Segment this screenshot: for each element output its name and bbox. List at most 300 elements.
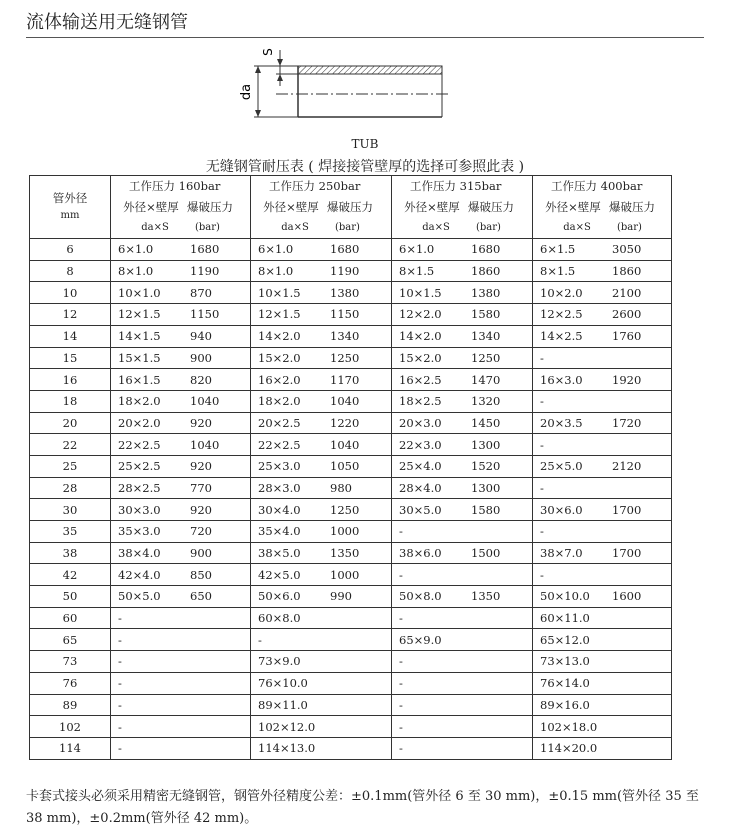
table-row [30, 651, 672, 673]
table-row [30, 239, 672, 261]
table-row [30, 412, 672, 434]
outer-diameter-cell: 35 [30, 521, 111, 543]
burst-pressure-value: 1250 [330, 502, 360, 517]
burst-pressure-value: 1320 [471, 394, 501, 409]
pressure-group-cell [111, 434, 251, 456]
pressure-group-cell [533, 716, 672, 738]
outer-diameter-cell: 28 [30, 477, 111, 499]
pressure-group-cell [251, 239, 392, 261]
pressure-group-cell [392, 672, 533, 694]
outer-diameter-cell: 15 [30, 347, 111, 369]
pressure-group-cell [533, 282, 672, 304]
burst-pressure-value: 1300 [471, 437, 501, 452]
pressure-group-cell [533, 672, 672, 694]
dimension-value: 16×2.5 [399, 372, 442, 387]
dimension-value: 65×9.0 [399, 632, 442, 647]
burst-pressure-value: 1190 [190, 264, 220, 279]
dimension-value: 50×5.0 [118, 589, 161, 604]
pressure-group-cell [392, 737, 533, 759]
dimension-value: 60×11.0 [540, 611, 590, 626]
burst-pressure-value: 1040 [330, 437, 360, 452]
pressure-group-cell [392, 564, 533, 586]
dimension-value: 10×1.0 [118, 285, 161, 300]
outer-diameter-cell: 65 [30, 629, 111, 651]
dimension-value: 15×2.0 [258, 350, 301, 365]
table-row [30, 607, 672, 629]
table-row [30, 390, 672, 412]
pressure-group-cell [533, 694, 672, 716]
pressure-group-cell [392, 521, 533, 543]
pressure-group-cell [251, 304, 392, 326]
dimension-value: 102×12.0 [258, 719, 316, 734]
burst-pressure-value: 870 [190, 285, 212, 300]
pressure-group-cell [111, 325, 251, 347]
pressure-group-cell [251, 607, 392, 629]
pressure-group-cell [111, 694, 251, 716]
pressure-group-cell [533, 651, 672, 673]
col-dimension-sub: da×S [141, 222, 169, 234]
dimension-value: - [118, 741, 122, 756]
dimension-value: 30×3.0 [118, 502, 161, 517]
outer-diameter-cell: 6 [30, 239, 111, 261]
pressure-group-cell [392, 282, 533, 304]
pressure-group-cell [111, 260, 251, 282]
pressure-group-cell [251, 369, 392, 391]
dimension-value: 28×2.5 [118, 480, 161, 495]
outer-diameter-cell: 10 [30, 282, 111, 304]
dimension-value: 12×1.5 [258, 307, 301, 322]
dimension-value: 8×1.5 [540, 264, 576, 279]
burst-pressure-value: 3050 [612, 242, 642, 257]
table-row [30, 477, 672, 499]
pressure-table [29, 175, 672, 760]
dimension-value: 22×2.5 [118, 437, 161, 452]
burst-pressure-value: 1680 [330, 242, 360, 257]
outer-diameter-cell: 60 [30, 607, 111, 629]
dimension-value: - [540, 437, 544, 452]
table-row [30, 260, 672, 282]
dimension-value: - [258, 632, 262, 647]
pressure-group-cell [533, 260, 672, 282]
col-dimension-label: 外径×壁厚 [545, 200, 601, 215]
pressure-group-cell [392, 455, 533, 477]
pressure-group-cell [533, 477, 672, 499]
burst-pressure-value: 1580 [471, 502, 501, 517]
dimension-value: 22×3.0 [399, 437, 442, 452]
pressure-group-cell [533, 434, 672, 456]
pressure-group-cell [251, 716, 392, 738]
page-title: 流体输送用无缝钢管 [26, 12, 188, 33]
burst-pressure-value: 1760 [612, 329, 642, 344]
dimension-value: 8×1.0 [258, 264, 294, 279]
dimension-value: 28×3.0 [258, 480, 301, 495]
wall-thickness-label: S [261, 48, 275, 56]
dimension-value: 10×1.5 [258, 285, 301, 300]
col-dimension-label: 外径×壁厚 [404, 200, 460, 215]
precision-note: 卡套式接头必须采用精密无缝钢管，钢管外径精度公差：±0.1mm(管外径 6 至 30 mm)，±0.15 mm(管外径 35 至 38 mm)，±0.2mm(管外径 42 mm)。 [26, 789, 699, 826]
burst-pressure-value: 2600 [612, 307, 642, 322]
outer-diameter-cell: 76 [30, 672, 111, 694]
dimension-value: 15×1.5 [118, 350, 161, 365]
dimension-value: 38×4.0 [118, 546, 161, 561]
burst-pressure-value: 1680 [471, 242, 501, 257]
col-dimension-sub: da×S [281, 222, 309, 234]
pressure-group-header [392, 176, 533, 239]
col-burst-label: 爆破压力 [187, 200, 233, 215]
dimension-value: 30×6.0 [540, 502, 583, 517]
burst-pressure-value: 920 [190, 415, 212, 430]
burst-pressure-value: 720 [190, 524, 212, 539]
pressure-group-cell [251, 694, 392, 716]
outer-diameter-cell: 42 [30, 564, 111, 586]
dimension-value: 42×4.0 [118, 567, 161, 582]
pressure-group-cell [392, 347, 533, 369]
pressure-group-header [111, 176, 251, 239]
pressure-group-cell [111, 542, 251, 564]
dimension-value: - [118, 654, 122, 669]
dimension-value: 30×4.0 [258, 502, 301, 517]
dimension-value: 15×2.0 [399, 350, 442, 365]
dimension-value: 16×3.0 [540, 372, 583, 387]
pressure-group-cell [111, 390, 251, 412]
pressure-group-cell [533, 347, 672, 369]
burst-pressure-value: 1150 [190, 307, 220, 322]
pressure-group-cell [111, 369, 251, 391]
dimension-value: 16×2.0 [258, 372, 301, 387]
pressure-group-cell [392, 542, 533, 564]
outer-diameter-cell: 50 [30, 586, 111, 608]
burst-pressure-value: 1450 [471, 415, 501, 430]
dimension-value: 20×2.0 [118, 415, 161, 430]
burst-pressure-value: 820 [190, 372, 212, 387]
dimension-value: 6×1.0 [399, 242, 435, 257]
title-divider [26, 37, 704, 38]
table-row [30, 325, 672, 347]
table-row [30, 586, 672, 608]
burst-pressure-value: 1170 [330, 372, 360, 387]
working-pressure-label: 工作压力 250bar [269, 179, 361, 194]
dimension-value: - [118, 697, 122, 712]
burst-pressure-value: 850 [190, 567, 212, 582]
burst-pressure-value: 2120 [612, 459, 642, 474]
dimension-value: - [399, 567, 403, 582]
table-row [30, 629, 672, 651]
dimension-value: 38×5.0 [258, 546, 301, 561]
pressure-group-cell [111, 607, 251, 629]
burst-pressure-value: 1680 [190, 242, 220, 257]
burst-pressure-value: 650 [190, 589, 212, 604]
dimension-value: 73×9.0 [258, 654, 301, 669]
col-burst-label: 爆破压力 [609, 200, 655, 215]
outer-diameter-cell: 25 [30, 455, 111, 477]
burst-pressure-value: 1920 [612, 372, 642, 387]
col-dimension-sub: da×S [563, 222, 591, 234]
size-header [30, 176, 111, 239]
dimension-value: - [399, 654, 403, 669]
dimension-value: 6×1.0 [258, 242, 294, 257]
pressure-group-cell [251, 651, 392, 673]
outer-diameter-cell: 8 [30, 260, 111, 282]
outer-diameter-cell: 38 [30, 542, 111, 564]
table-row [30, 737, 672, 759]
burst-pressure-value: 1220 [330, 415, 360, 430]
burst-pressure-value: 1000 [330, 524, 360, 539]
pressure-group-cell [111, 304, 251, 326]
pressure-group-cell [533, 390, 672, 412]
pressure-group-cell [533, 455, 672, 477]
dimension-value: 12×2.5 [540, 307, 583, 322]
dimension-value: - [399, 697, 403, 712]
burst-pressure-value: 1190 [330, 264, 360, 279]
pressure-group-cell [392, 607, 533, 629]
dimension-value: 50×8.0 [399, 589, 442, 604]
pressure-group-cell [392, 629, 533, 651]
dimension-value: 20×3.0 [399, 415, 442, 430]
dimension-value: 35×4.0 [258, 524, 301, 539]
burst-pressure-value: 1700 [612, 502, 642, 517]
table-row [30, 564, 672, 586]
dimension-value: 73×13.0 [540, 654, 590, 669]
outer-diameter-cell: 16 [30, 369, 111, 391]
outer-diameter-cell: 89 [30, 694, 111, 716]
dimension-value: 12×1.5 [118, 307, 161, 322]
dimension-value: - [399, 741, 403, 756]
burst-pressure-value: 920 [190, 459, 212, 474]
pressure-group-cell [392, 325, 533, 347]
burst-pressure-value: 1050 [330, 459, 360, 474]
col-burst-label: 爆破压力 [327, 200, 373, 215]
burst-pressure-value: 980 [330, 480, 352, 495]
burst-pressure-value: 1040 [190, 394, 220, 409]
pressure-group-cell [111, 586, 251, 608]
pressure-group-cell [533, 564, 672, 586]
burst-pressure-value: 1380 [471, 285, 501, 300]
pressure-group-cell [111, 716, 251, 738]
pressure-group-cell [533, 586, 672, 608]
burst-pressure-value: 1720 [612, 415, 642, 430]
pressure-group-cell [392, 369, 533, 391]
pressure-group-cell [392, 477, 533, 499]
dimension-value: 14×2.0 [399, 329, 442, 344]
pressure-group-cell [111, 412, 251, 434]
dimension-value: 22×2.5 [258, 437, 301, 452]
dimension-value: 76×14.0 [540, 676, 590, 691]
dimension-value: 50×6.0 [258, 589, 301, 604]
table-row [30, 499, 672, 521]
burst-pressure-value: 940 [190, 329, 212, 344]
burst-pressure-value: 990 [330, 589, 352, 604]
burst-pressure-value: 1040 [190, 437, 220, 452]
dimension-value: 18×2.0 [118, 394, 161, 409]
pressure-group-cell [251, 347, 392, 369]
pressure-group-cell [111, 651, 251, 673]
burst-pressure-value: 920 [190, 502, 212, 517]
dimension-value: 42×5.0 [258, 567, 301, 582]
burst-pressure-value: 1150 [330, 307, 360, 322]
pressure-group-cell [392, 499, 533, 521]
pressure-group-cell [251, 586, 392, 608]
burst-pressure-value: 900 [190, 350, 212, 365]
dimension-value: 18×2.0 [258, 394, 301, 409]
dimension-value: 10×1.5 [399, 285, 442, 300]
pressure-group-cell [251, 737, 392, 759]
dimension-value: 18×2.5 [399, 394, 442, 409]
pressure-group-cell [111, 455, 251, 477]
outer-diameter-cell: 12 [30, 304, 111, 326]
dimension-value: 30×5.0 [399, 502, 442, 517]
working-pressure-label: 工作压力 315bar [410, 179, 502, 194]
dimension-value: 25×4.0 [399, 459, 442, 474]
pressure-group-cell [392, 694, 533, 716]
table-title: 无缝钢管耐压表 ( 焊接接管壁厚的选择可参照此表 ) [205, 159, 525, 175]
table-row [30, 434, 672, 456]
dimension-value: 14×2.0 [258, 329, 301, 344]
burst-pressure-value: 1350 [330, 546, 360, 561]
pressure-group-cell [392, 586, 533, 608]
outer-diameter-cell: 18 [30, 390, 111, 412]
outer-diameter-cell: 22 [30, 434, 111, 456]
burst-pressure-value: 900 [190, 546, 212, 561]
pressure-group-header [533, 176, 672, 239]
pressure-group-cell [533, 521, 672, 543]
pressure-group-cell [111, 239, 251, 261]
burst-pressure-value: 2100 [612, 285, 642, 300]
pressure-group-cell [111, 282, 251, 304]
dimension-value: 38×7.0 [540, 546, 583, 561]
pressure-group-cell [392, 304, 533, 326]
pressure-group-cell [111, 347, 251, 369]
pressure-group-cell [111, 521, 251, 543]
dimension-value: - [399, 676, 403, 691]
outer-diameter-cell: 20 [30, 412, 111, 434]
pressure-group-cell [251, 455, 392, 477]
dimension-value: 10×2.0 [540, 285, 583, 300]
pressure-group-cell [533, 629, 672, 651]
pressure-group-cell [251, 521, 392, 543]
burst-pressure-value: 1700 [612, 546, 642, 561]
burst-pressure-value: 1580 [471, 307, 501, 322]
pressure-group-cell [251, 672, 392, 694]
dimension-value: - [399, 611, 403, 626]
size-header-name: 管外径 [52, 191, 88, 206]
outer-diameter-label: da [239, 83, 254, 101]
pressure-group-cell [533, 239, 672, 261]
dimension-value: 25×3.0 [258, 459, 301, 474]
burst-pressure-value: 1860 [471, 264, 501, 279]
dimension-value: 14×1.5 [118, 329, 161, 344]
col-burst-unit: (bar) [335, 222, 360, 234]
pressure-group-cell [251, 477, 392, 499]
dimension-value: - [399, 524, 403, 539]
dimension-value: - [118, 676, 122, 691]
dimension-value: 102×18.0 [540, 719, 598, 734]
dimension-value: 114×20.0 [540, 741, 598, 756]
pressure-group-cell [251, 499, 392, 521]
pressure-group-cell [392, 716, 533, 738]
burst-pressure-value: 770 [190, 480, 212, 495]
table-row [30, 282, 672, 304]
pressure-group-cell [251, 412, 392, 434]
pressure-group-cell [392, 434, 533, 456]
pressure-group-cell [111, 629, 251, 651]
dimension-value: 28×4.0 [399, 480, 442, 495]
pressure-group-cell [111, 564, 251, 586]
pressure-group-cell [251, 325, 392, 347]
outer-diameter-cell: 30 [30, 499, 111, 521]
tube-cross-section-diagram [236, 40, 466, 132]
pressure-group-cell [533, 542, 672, 564]
outer-diameter-cell: 114 [30, 737, 111, 759]
dimension-value: 14×2.5 [540, 329, 583, 344]
col-burst-unit: (bar) [195, 222, 220, 234]
table-row [30, 694, 672, 716]
pressure-group-cell [251, 564, 392, 586]
dimension-value: - [118, 611, 122, 626]
dimension-value: 76×10.0 [258, 676, 308, 691]
pressure-group-cell [533, 499, 672, 521]
table-body [30, 239, 672, 760]
dimension-value: 114×13.0 [258, 741, 316, 756]
dimension-value: 60×8.0 [258, 611, 301, 626]
burst-pressure-value: 1040 [330, 394, 360, 409]
dimension-value: 20×2.5 [258, 415, 301, 430]
dimension-value: - [540, 567, 544, 582]
burst-pressure-value: 1000 [330, 567, 360, 582]
pressure-group-cell [251, 434, 392, 456]
working-pressure-label: 工作压力 160bar [129, 179, 221, 194]
dimension-value: 25×5.0 [540, 459, 583, 474]
pressure-group-cell [111, 672, 251, 694]
outer-diameter-cell: 14 [30, 325, 111, 347]
dimension-value: 38×6.0 [399, 546, 442, 561]
pressure-group-cell [533, 737, 672, 759]
dimension-value: - [118, 632, 122, 647]
dimension-value: 8×1.0 [118, 264, 154, 279]
pressure-group-cell [392, 260, 533, 282]
dimension-value: 89×11.0 [258, 697, 308, 712]
burst-pressure-value: 1860 [612, 264, 642, 279]
pressure-group-cell [111, 499, 251, 521]
pressure-group-cell [392, 239, 533, 261]
pressure-group-cell [111, 477, 251, 499]
col-dimension-label: 外径×壁厚 [123, 200, 179, 215]
dimension-value: - [540, 394, 544, 409]
pressure-group-cell [251, 282, 392, 304]
col-dimension-label: 外径×壁厚 [263, 200, 319, 215]
dimension-value: 6×1.0 [118, 242, 154, 257]
table-row [30, 542, 672, 564]
burst-pressure-value: 1340 [471, 329, 501, 344]
pressure-group-cell [251, 260, 392, 282]
burst-pressure-value: 1470 [471, 372, 501, 387]
outer-diameter-cell: 73 [30, 651, 111, 673]
dimension-value: - [540, 480, 544, 495]
working-pressure-label: 工作压力 400bar [551, 179, 643, 194]
pressure-group-cell [533, 304, 672, 326]
dimension-value: 16×1.5 [118, 372, 161, 387]
pressure-group-cell [533, 412, 672, 434]
dimension-value: 65×12.0 [540, 632, 590, 647]
pressure-group-cell [251, 390, 392, 412]
table-row [30, 716, 672, 738]
dimension-value: - [118, 719, 122, 734]
col-burst-unit: (bar) [476, 222, 501, 234]
burst-pressure-value: 1380 [330, 285, 360, 300]
pressure-group-cell [251, 542, 392, 564]
burst-pressure-value: 1600 [612, 589, 642, 604]
dimension-value: 50×10.0 [540, 589, 590, 604]
table-row [30, 304, 672, 326]
